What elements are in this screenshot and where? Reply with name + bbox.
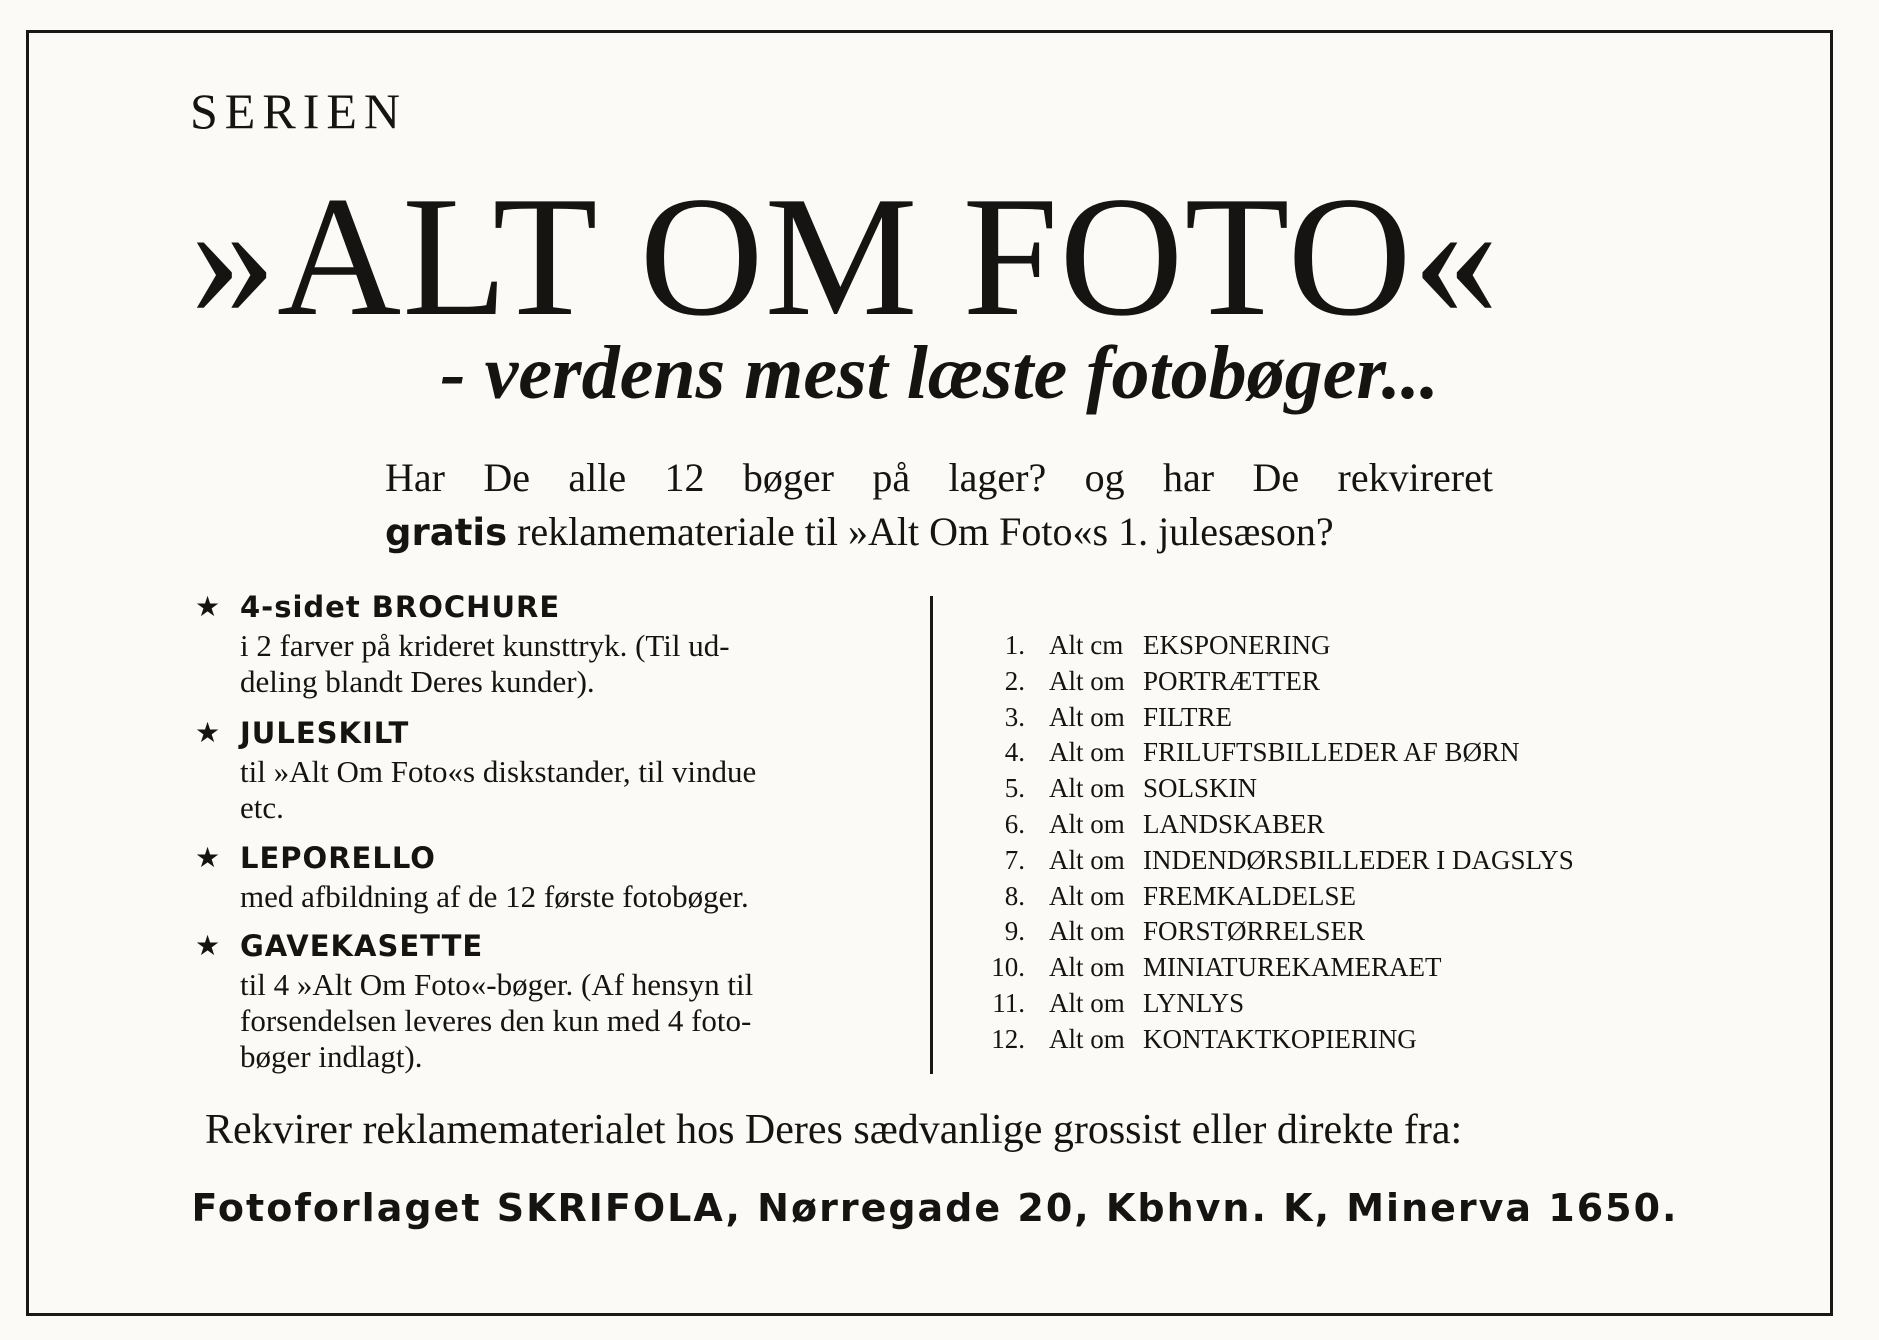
question-word: De xyxy=(1252,455,1300,500)
book-number: 10. xyxy=(991,952,1025,983)
question-line-1 xyxy=(385,454,1493,501)
publisher-address: Fotoforlaget SKRIFOLA, Nørregade 20, Kbhvn. K, Minerva 1650. xyxy=(191,1186,1679,1230)
offer-heading xyxy=(195,590,885,628)
book-prefix: Alt cm xyxy=(1049,630,1124,660)
offer-juleskilt xyxy=(195,716,885,826)
star-icon: ★ xyxy=(195,716,221,749)
book-topic: FRILUFTSBILLEDER AF BØRN xyxy=(1143,737,1520,768)
book-list-item xyxy=(985,664,1665,700)
book-list-item xyxy=(985,950,1665,986)
book-topic: INDENDØRSBILLEDER I DAGSLYS xyxy=(1143,844,1574,875)
book-topic: EKSPONERING xyxy=(1143,630,1331,660)
offer-heading-text: JULESKILT xyxy=(240,716,410,750)
book-number: 5. xyxy=(1004,773,1025,804)
request-instruction: Rekvirer reklamematerialet hos Deres sædvanlige grossist eller direkte fra: xyxy=(205,1107,1463,1153)
offer-description-line: med afbildning af de 12 første fotobøger. xyxy=(240,879,749,914)
book-topic: PORTRÆTTER xyxy=(1143,665,1320,696)
book-list-item xyxy=(985,807,1665,843)
offer-gavekasette xyxy=(195,929,885,1075)
book-list-item xyxy=(985,879,1665,915)
offer-description-line: bøger indlagt). xyxy=(240,1039,423,1074)
book-topic: LANDSKABER xyxy=(1143,808,1325,839)
book-topic: SOLSKIN xyxy=(1143,773,1258,804)
book-list-item xyxy=(985,735,1665,771)
book-prefix: Alt om xyxy=(1049,665,1125,696)
offer-heading xyxy=(195,716,885,754)
offer-heading xyxy=(195,841,885,879)
question-line-2-text: reklamemateriale til »Alt Om Foto«s 1. julesæson? xyxy=(517,509,1334,554)
book-number: 6. xyxy=(1004,808,1025,839)
book-list-item xyxy=(985,1022,1665,1058)
book-topic: MINIATUREKAMERAET xyxy=(1143,952,1442,983)
book-topic: FORSTØRRELSER xyxy=(1143,916,1366,947)
question-word: De xyxy=(483,455,530,500)
offer-description-line: forsendelsen leveres den kun med 4 foto- xyxy=(240,1003,752,1038)
offer-description-line: til 4 »Alt Om Foto«-bøger. (Af hensyn til xyxy=(240,967,754,1002)
question-word: på xyxy=(872,455,911,500)
book-list-item xyxy=(985,914,1665,950)
question-word: 12 xyxy=(664,455,705,500)
book-list xyxy=(985,628,1665,1058)
book-number: 4. xyxy=(1004,737,1025,768)
offer-heading-text: GAVEKASETTE xyxy=(240,929,484,963)
book-prefix: Alt om xyxy=(1049,952,1125,983)
question-word: bøger xyxy=(742,455,834,500)
offer-description-line: til »Alt Om Foto«s diskstander, til vindue xyxy=(240,754,757,789)
offer-description-line: deling blandt Deres kunder). xyxy=(240,664,595,699)
book-number: 1. xyxy=(1004,630,1025,660)
book-prefix: Alt om xyxy=(1049,1023,1125,1054)
book-number: 2. xyxy=(1004,665,1025,696)
book-prefix: Alt om xyxy=(1049,916,1125,947)
question-word: alle xyxy=(568,455,627,500)
book-prefix: Alt om xyxy=(1049,773,1125,804)
book-prefix: Alt om xyxy=(1049,880,1125,911)
question-word: rekvireret xyxy=(1337,455,1493,500)
book-topic: FILTRE xyxy=(1143,701,1233,732)
book-topic: FREMKALDELSE xyxy=(1143,880,1357,911)
book-prefix: Alt om xyxy=(1049,737,1125,768)
offer-heading xyxy=(195,929,885,967)
book-topic: KONTAKTKOPIERING xyxy=(1143,1023,1417,1054)
book-number: 8. xyxy=(1004,880,1025,911)
question-word: har xyxy=(1163,455,1215,500)
column-divider xyxy=(930,596,933,1074)
subtitle-tagline: - verdens mest læste fotobøger... xyxy=(440,331,1439,415)
main-title: »ALT OM FOTO« xyxy=(190,162,1500,352)
star-icon: ★ xyxy=(195,929,221,962)
question-word: lager? xyxy=(948,455,1047,500)
offer-description-line: etc. xyxy=(240,790,284,825)
star-icon: ★ xyxy=(195,841,221,874)
book-list-item xyxy=(985,700,1665,736)
offer-leporello xyxy=(195,841,885,915)
offer-description-line: i 2 farver på krideret kunsttryk. (Til ud- xyxy=(240,628,730,663)
offer-heading-text: 4-sidet BROCHURE xyxy=(240,590,561,624)
book-list-item xyxy=(985,843,1665,879)
book-list-item xyxy=(985,986,1665,1022)
gratis-emphasis: gratis xyxy=(385,511,508,554)
book-prefix: Alt om xyxy=(1049,987,1125,1018)
book-topic: LYNLYS xyxy=(1143,987,1245,1018)
book-number: 12. xyxy=(991,1023,1025,1054)
question-word: Har xyxy=(385,455,445,500)
book-number: 11. xyxy=(992,987,1025,1018)
book-list-item xyxy=(985,628,1665,664)
series-label: SERIEN xyxy=(190,83,407,139)
question-word: og xyxy=(1084,455,1125,500)
book-prefix: Alt om xyxy=(1049,701,1125,732)
offer-heading-text: LEPORELLO xyxy=(240,841,436,875)
offer-brochure xyxy=(195,590,885,700)
book-number: 9. xyxy=(1004,916,1025,947)
book-prefix: Alt om xyxy=(1049,808,1125,839)
book-prefix: Alt om xyxy=(1049,844,1125,875)
book-number: 3. xyxy=(1004,701,1025,732)
star-icon: ★ xyxy=(195,590,221,623)
book-number: 7. xyxy=(1004,844,1025,875)
question-line-2 xyxy=(385,508,1493,555)
book-list-item xyxy=(985,771,1665,807)
